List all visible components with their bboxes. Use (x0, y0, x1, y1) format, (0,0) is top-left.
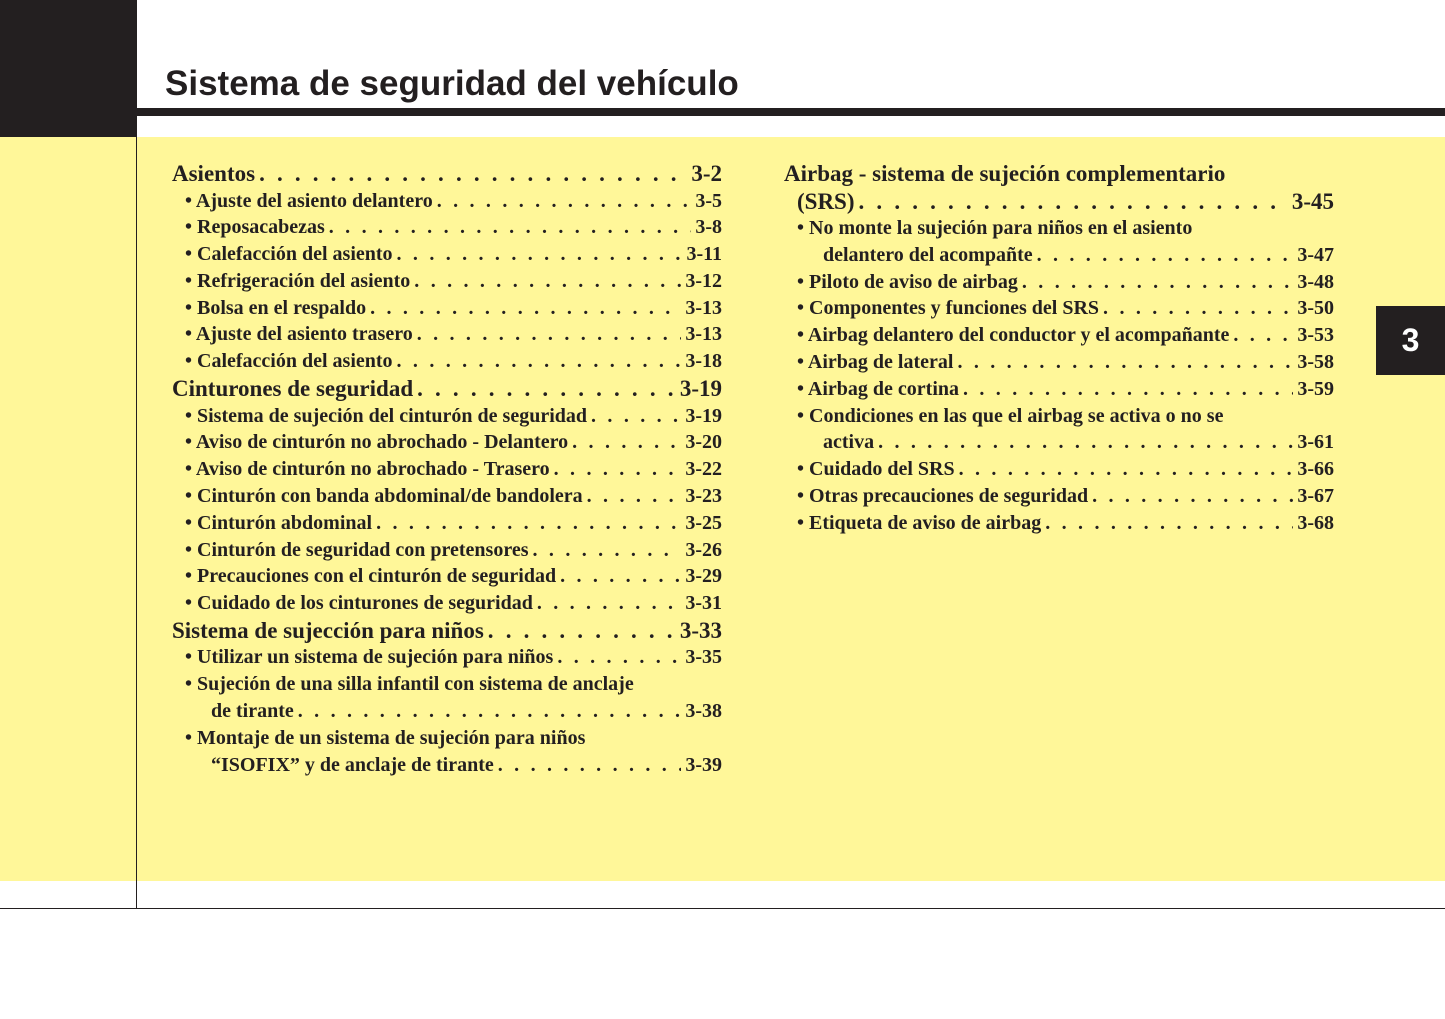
dot-leader (417, 321, 682, 348)
toc-entry[interactable] (784, 242, 1334, 269)
footer-rule (0, 908, 1445, 909)
toc-entry-page: 3-22 (685, 458, 722, 481)
toc-entry-page: 3-66 (1297, 458, 1334, 481)
dot-leader (560, 563, 681, 590)
toc-entry-page: 3-58 (1297, 350, 1334, 373)
toc-entry-page: 3-35 (685, 646, 722, 669)
toc-entry[interactable] (172, 483, 722, 510)
toc-entry[interactable] (172, 295, 722, 322)
toc-entry-title: • Airbag de cortina (797, 377, 959, 400)
dot-leader (1233, 322, 1293, 349)
toc-entry-title: • Cuidado de los cinturones de seguridad (185, 592, 533, 615)
toc-entry-page: 3-18 (685, 350, 722, 373)
toc-entry-page: 3-39 (685, 753, 722, 776)
toc-entry-page: 3-50 (1297, 297, 1334, 320)
dot-leader (259, 160, 687, 188)
toc-entry-page: 3-12 (685, 269, 722, 292)
toc-entry-title: • Aviso de cinturón no abrochado - Trasero (185, 458, 550, 481)
dot-leader (329, 214, 692, 241)
toc-entry-title: • Condiciones en las que el airbag se activa o no se (797, 404, 1224, 427)
toc-entry[interactable] (172, 348, 722, 375)
corner-block (0, 0, 137, 137)
toc-entry-page: 3-19 (685, 404, 722, 427)
toc-entry[interactable] (172, 268, 722, 295)
toc-entry-title: • Reposacabezas (185, 216, 325, 239)
toc-entry[interactable] (172, 321, 722, 348)
toc-entry-page: 3-68 (1297, 511, 1334, 534)
toc-entry-title: • Utilizar un sistema de sujeción para niños (185, 646, 554, 669)
toc-entry[interactable] (172, 241, 722, 268)
toc-entry-page: 3-33 (679, 617, 722, 643)
toc-entry-title: • Piloto de aviso de airbag (797, 270, 1018, 293)
toc-entry-title: (SRS) (797, 188, 855, 214)
page-title: Sistema de seguridad del vehículo (165, 64, 739, 103)
toc-entry-title: • Ajuste del asiento trasero (185, 323, 413, 346)
toc-entry[interactable] (172, 752, 722, 779)
toc-entry[interactable] (172, 537, 722, 564)
toc-entry[interactable] (172, 188, 722, 215)
toc-entry-title: • Sujeción de una silla infantil con sistema de anclaje (185, 673, 634, 696)
dot-leader (533, 537, 682, 564)
toc-entry-title: de tirante (211, 700, 294, 723)
dot-leader (587, 483, 682, 510)
toc-entry-page: 3-45 (1291, 188, 1334, 214)
toc-entry[interactable] (784, 456, 1334, 483)
dot-leader (859, 188, 1288, 216)
dot-leader (414, 268, 681, 295)
toc-entry-page: 3-48 (1297, 270, 1334, 293)
toc-entry[interactable] (172, 160, 722, 188)
toc-entry[interactable] (172, 456, 722, 483)
toc-entry-page: 3-59 (1297, 377, 1334, 400)
toc-entry (784, 215, 1334, 242)
toc-entry-title: • Cuidado del SRS (797, 458, 955, 481)
toc-entry (172, 671, 722, 698)
dot-leader (1103, 295, 1293, 322)
dot-leader (498, 752, 682, 779)
dot-leader (1092, 483, 1293, 510)
dot-leader (397, 241, 683, 268)
chapter-tab[interactable]: 3 (1376, 306, 1445, 375)
toc-entry-title: • Aviso de cinturón no abrochado - Delantero (185, 431, 569, 454)
toc-entry[interactable] (172, 375, 722, 403)
toc-entry[interactable] (784, 188, 1334, 216)
toc-entry[interactable] (172, 644, 722, 671)
dot-leader (376, 510, 681, 537)
toc-entry-page: 3-23 (685, 484, 722, 507)
dot-leader (557, 644, 681, 671)
dot-leader (957, 349, 1293, 376)
toc-entry[interactable] (784, 376, 1334, 403)
toc-entry-title: • Ajuste del asiento delantero (185, 189, 433, 212)
dot-leader (591, 403, 681, 430)
dot-leader (1045, 510, 1293, 537)
dot-leader (1037, 242, 1294, 269)
dot-leader (1022, 269, 1293, 296)
toc-entry-page: 3-31 (685, 592, 722, 615)
toc-entry-page: 3-5 (695, 189, 722, 212)
toc-entry (784, 160, 1334, 188)
toc-entry-page: 3-8 (695, 216, 722, 239)
toc-entry-title: Cinturones de seguridad (172, 376, 414, 402)
toc-entry[interactable] (784, 349, 1334, 376)
toc-entry-page: 3-67 (1297, 484, 1334, 507)
toc-entry-page: 3-61 (1297, 431, 1334, 454)
toc-entry-title: delantero del acompañte (823, 243, 1033, 266)
toc-entry-title: • Etiqueta de aviso de airbag (797, 511, 1042, 534)
toc-entry-title: • Montaje de un sistema de sujeción para niños (185, 726, 586, 749)
toc-column-left (172, 160, 722, 778)
toc-entry-title: • Componentes y funciones del SRS (797, 297, 1100, 320)
dot-leader (437, 188, 692, 215)
toc-entry-title: • Cinturón de seguridad con pretensores (185, 538, 529, 561)
toc-entry-page: 3-11 (686, 243, 722, 266)
toc-entry-page: 3-53 (1297, 324, 1334, 347)
toc-entry[interactable] (784, 269, 1334, 296)
toc-entry[interactable] (172, 403, 722, 430)
toc-entry-page: 3-13 (685, 323, 722, 346)
toc-entry-title: Asientos (172, 161, 256, 186)
toc-entry-page: 3-2 (691, 161, 722, 186)
toc-entry-title: • Cinturón abdominal (185, 511, 373, 534)
toc-entry-page: 3-13 (685, 296, 722, 319)
toc-entry-title: • Bolsa en el respaldo (185, 296, 367, 319)
toc-entry-title: • Sistema de sujeción del cinturón de seguridad (185, 404, 588, 427)
toc-entry-page: 3-19 (679, 376, 722, 402)
toc-entry[interactable] (172, 617, 722, 645)
toc-entry-title: • No monte la sujeción para niños en el asiento (797, 217, 1193, 239)
dot-leader (572, 429, 681, 456)
dot-leader (488, 617, 676, 645)
toc-entry[interactable] (784, 483, 1334, 510)
toc-entry-page: 3-25 (685, 511, 722, 534)
toc-entry-title: • Calefacción del asiento (185, 243, 393, 266)
toc-entry-page: 3-20 (685, 431, 722, 454)
toc-entry-title: • Airbag delantero del conductor y el acompañante (797, 324, 1230, 347)
toc-entry-title: • Calefacción del asiento (185, 350, 393, 373)
toc-entry[interactable] (784, 322, 1334, 349)
toc-entry[interactable] (784, 429, 1334, 456)
toc-entry (784, 403, 1334, 430)
toc-entry[interactable] (784, 295, 1334, 322)
dot-leader (397, 348, 682, 375)
toc-entry-title: Sistema de sujección para niños (172, 617, 484, 643)
toc-entry-title: Airbag - sistema de sujeción complementario (784, 161, 1226, 186)
toc-entry-title: • Airbag de lateral (797, 350, 954, 373)
toc-entry-title: • Refrigeración del asiento (185, 269, 411, 292)
toc-entry-title: • Otras precauciones de seguridad (797, 484, 1089, 507)
dot-leader (537, 590, 682, 617)
toc-entry[interactable] (172, 510, 722, 537)
toc-entry-page: 3-29 (685, 565, 722, 588)
toc-entry[interactable] (172, 563, 722, 590)
toc-entry-page: 3-26 (685, 538, 722, 561)
margin-rule (136, 137, 137, 909)
toc-entry[interactable] (784, 510, 1334, 537)
dot-leader (878, 429, 1293, 456)
toc-column-right (784, 160, 1334, 537)
toc-entry-title: • Precauciones con el cinturón de seguridad (185, 565, 557, 588)
toc-entry[interactable] (172, 429, 722, 456)
dot-leader (959, 456, 1294, 483)
dot-leader (554, 456, 682, 483)
toc-entry[interactable] (172, 698, 722, 725)
title-rule (137, 108, 1445, 116)
toc-entry[interactable] (172, 214, 722, 241)
toc-entry-title: “ISOFIX” y de anclaje de tirante (211, 753, 494, 776)
dot-leader (370, 295, 681, 322)
toc-entry-title: activa (823, 431, 875, 454)
toc-entry (172, 725, 722, 752)
toc-entry-page: 3-38 (685, 700, 722, 723)
dot-leader (298, 698, 682, 725)
dot-leader (963, 376, 1293, 403)
toc-entry[interactable] (172, 590, 722, 617)
toc-entry-title: • Cinturón con banda abdominal/de bandolera (185, 484, 583, 507)
dot-leader (417, 375, 676, 403)
toc-entry-page: 3-47 (1297, 243, 1334, 266)
